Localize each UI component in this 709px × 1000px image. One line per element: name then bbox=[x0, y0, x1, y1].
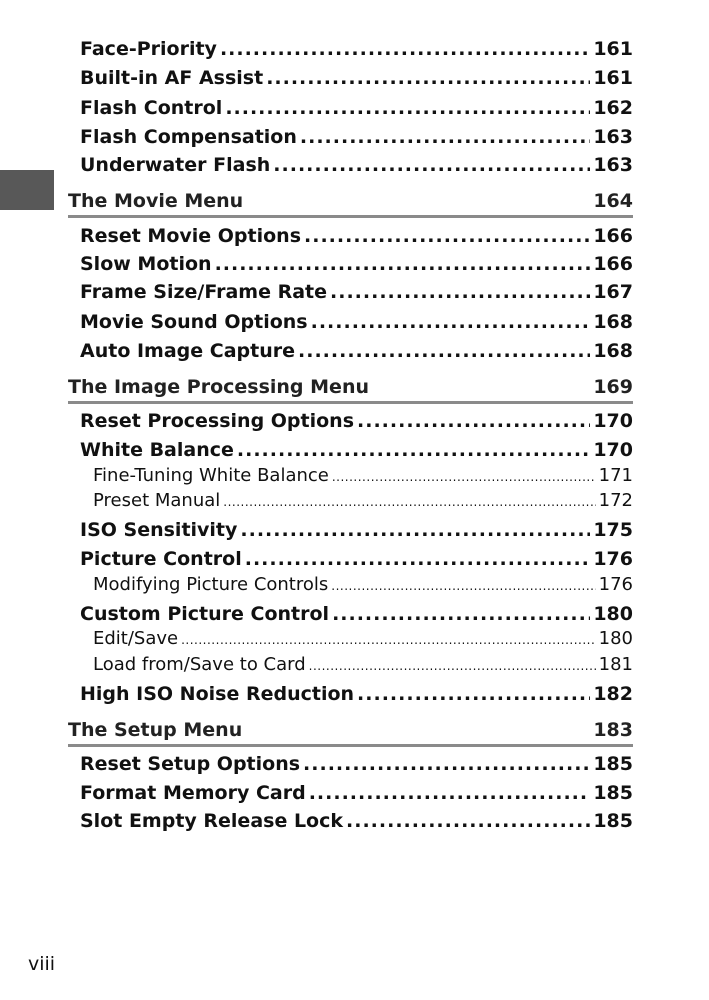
entry-page: 161 bbox=[593, 38, 633, 60]
dot-leader bbox=[331, 579, 595, 593]
entry-title: Flash Control bbox=[80, 97, 223, 119]
entry-title: Auto Image Capture bbox=[80, 340, 296, 362]
toc-entry[interactable] bbox=[80, 603, 633, 625]
entry-page: 168 bbox=[593, 311, 633, 333]
entry-page: 163 bbox=[593, 154, 633, 176]
dot-leader bbox=[298, 340, 590, 362]
entry-page: 185 bbox=[593, 782, 633, 804]
page-number: viii bbox=[28, 953, 56, 975]
entry-title: Built-in AF Assist bbox=[80, 67, 264, 89]
entry-title: Frame Size/Frame Rate bbox=[80, 281, 328, 303]
dot-leader bbox=[357, 683, 590, 705]
dot-leader bbox=[309, 782, 591, 804]
dot-leader bbox=[266, 67, 590, 89]
entry-page: 161 bbox=[593, 67, 633, 89]
entry-page: 170 bbox=[593, 439, 633, 461]
chapter-tab-marker bbox=[0, 170, 54, 210]
entry-title: White Balance bbox=[80, 439, 234, 461]
entry-title: Underwater Flash bbox=[80, 154, 271, 176]
entry-page: 176 bbox=[598, 574, 633, 595]
entry-title: Load from/Save to Card bbox=[93, 654, 306, 675]
toc-entry[interactable] bbox=[80, 810, 633, 832]
toc-subentry[interactable] bbox=[93, 654, 633, 675]
entry-page: 170 bbox=[593, 410, 633, 432]
section-title: The Setup Menu bbox=[68, 719, 243, 741]
entry-title: Fine-Tuning White Balance bbox=[93, 465, 329, 486]
dot-leader bbox=[273, 154, 590, 176]
dot-leader bbox=[332, 470, 596, 484]
dot-leader bbox=[346, 810, 590, 832]
toc-entry[interactable] bbox=[80, 340, 633, 362]
entry-title: Reset Setup Options bbox=[80, 753, 301, 775]
dot-leader bbox=[303, 753, 590, 775]
toc-subentry[interactable] bbox=[93, 465, 633, 486]
toc-section-heading[interactable] bbox=[68, 376, 633, 398]
entry-title: Modifying Picture Controls bbox=[93, 574, 329, 595]
toc-entry[interactable] bbox=[80, 225, 633, 247]
dot-leader bbox=[300, 126, 590, 148]
dot-leader bbox=[304, 225, 590, 247]
toc-entry[interactable] bbox=[80, 519, 633, 541]
toc-subentry[interactable] bbox=[93, 628, 633, 649]
entry-page: 185 bbox=[593, 810, 633, 832]
entry-title: Picture Control bbox=[80, 548, 242, 570]
toc-entry[interactable] bbox=[80, 154, 633, 176]
entry-title: Movie Sound Options bbox=[80, 311, 308, 333]
entry-page: 180 bbox=[598, 628, 633, 649]
entry-page: 180 bbox=[593, 603, 633, 625]
dot-leader bbox=[215, 253, 591, 275]
entry-title: Reset Movie Options bbox=[80, 225, 302, 247]
section-rule bbox=[68, 215, 633, 218]
entry-title: ISO Sensitivity bbox=[80, 519, 238, 541]
section-title: The Image Processing Menu bbox=[68, 376, 369, 398]
entry-title: Preset Manual bbox=[93, 490, 221, 511]
toc-section-heading[interactable] bbox=[68, 719, 633, 741]
entry-title: Reset Processing Options bbox=[80, 410, 355, 432]
section-page: 183 bbox=[593, 719, 633, 741]
dot-leader bbox=[330, 281, 590, 303]
entry-page: 172 bbox=[598, 490, 633, 511]
toc-section-heading[interactable] bbox=[68, 190, 633, 212]
entry-page: 182 bbox=[593, 683, 633, 705]
toc-entry[interactable] bbox=[80, 38, 633, 60]
dot-leader bbox=[332, 603, 590, 625]
entry-title: High ISO Noise Reduction bbox=[80, 683, 355, 705]
dot-leader bbox=[223, 495, 595, 509]
entry-title: Edit/Save bbox=[93, 628, 179, 649]
entry-page: 168 bbox=[593, 340, 633, 362]
entry-title: Custom Picture Control bbox=[80, 603, 330, 625]
entry-title: Flash Compensation bbox=[80, 126, 297, 148]
toc-entry[interactable] bbox=[80, 253, 633, 275]
toc-entry[interactable] bbox=[80, 410, 633, 432]
section-rule bbox=[68, 744, 633, 747]
entry-page: 176 bbox=[593, 548, 633, 570]
toc-entry[interactable] bbox=[80, 782, 633, 804]
dot-leader bbox=[357, 410, 590, 432]
dot-leader bbox=[240, 519, 590, 541]
entry-page: 175 bbox=[593, 519, 633, 541]
toc-entry[interactable] bbox=[80, 548, 633, 570]
toc-entry[interactable] bbox=[80, 281, 633, 303]
entry-page: 163 bbox=[593, 126, 633, 148]
entry-page: 171 bbox=[598, 465, 633, 486]
section-page: 169 bbox=[593, 376, 633, 398]
dot-leader bbox=[311, 311, 591, 333]
dot-leader bbox=[220, 38, 590, 60]
toc-entry[interactable] bbox=[80, 126, 633, 148]
dot-leader bbox=[309, 659, 596, 673]
entry-page: 167 bbox=[593, 281, 633, 303]
entry-title: Face-Priority bbox=[80, 38, 217, 60]
dot-leader bbox=[181, 633, 596, 647]
section-page: 164 bbox=[593, 190, 633, 212]
entry-page: 181 bbox=[598, 654, 633, 675]
toc-entry[interactable] bbox=[80, 97, 633, 119]
toc-entry[interactable] bbox=[80, 753, 633, 775]
section-rule bbox=[68, 401, 633, 404]
entry-page: 162 bbox=[593, 97, 633, 119]
entry-title: Slot Empty Release Lock bbox=[80, 810, 344, 832]
toc-entry[interactable] bbox=[80, 683, 633, 705]
dot-leader bbox=[225, 97, 590, 119]
entry-title: Format Memory Card bbox=[80, 782, 306, 804]
entry-title: Slow Motion bbox=[80, 253, 212, 275]
toc-subentry[interactable] bbox=[93, 574, 633, 595]
entry-page: 166 bbox=[593, 253, 633, 275]
section-title: The Movie Menu bbox=[68, 190, 244, 212]
toc-entry[interactable] bbox=[80, 67, 633, 89]
toc-entry[interactable] bbox=[80, 439, 633, 461]
entry-page: 185 bbox=[593, 753, 633, 775]
toc-entry[interactable] bbox=[80, 311, 633, 333]
dot-leader bbox=[237, 439, 590, 461]
dot-leader bbox=[245, 548, 591, 570]
toc-subentry[interactable] bbox=[93, 490, 633, 511]
entry-page: 166 bbox=[593, 225, 633, 247]
